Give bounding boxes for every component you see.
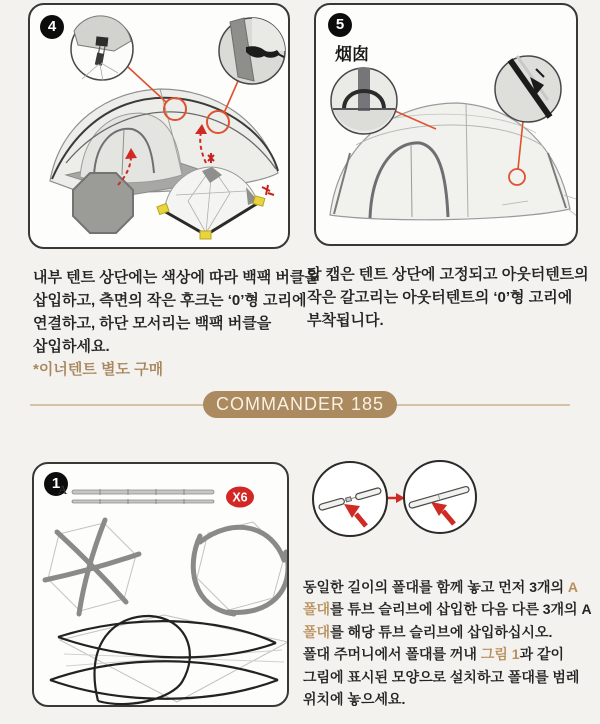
pole-pair-icon — [72, 489, 214, 504]
caption-line: 탑 캡은 텐트 상단에 고정되고 아웃터텐트의 — [307, 266, 589, 283]
pole-a-ref: A — [567, 579, 579, 595]
quantity-badge — [226, 487, 254, 508]
caption-line — [303, 598, 592, 620]
assembly-instructions — [303, 576, 592, 710]
text-segment: 과 같이 — [519, 646, 565, 663]
callout-line-right — [224, 81, 238, 113]
pole-a-label: A — [58, 482, 68, 497]
step-5-panel — [314, 3, 578, 246]
caption-line — [303, 576, 592, 598]
text-segment: 를 해당 튜브 슬리브에 삽입하십시오. — [330, 623, 553, 640]
step-5-caption — [307, 263, 589, 332]
step-4-badge — [40, 15, 64, 39]
caption-line: 삽입하고, 측면의 작은 후크는 ‘0’형 고리에 — [33, 292, 307, 309]
text-segment: 폴대 주머니에서 폴대를 꺼내 — [303, 646, 481, 663]
top-buckle-callout-icon — [71, 16, 133, 81]
svg-text:X6: X6 — [232, 490, 248, 505]
inner-tent-note: *이너텐트 별도 구매 — [33, 361, 164, 378]
pole-joint-before-icon — [313, 462, 387, 536]
hexagon-cross-frame-icon — [45, 520, 139, 614]
pole-ref: 폴대 — [303, 601, 331, 618]
caption-line — [303, 621, 592, 643]
hexagon-curved-frame-icon — [193, 522, 287, 614]
caption-line: 그림에 표시된 모양으로 설치하고 폴대를 범레 — [303, 668, 580, 685]
product-name-badge: COMMANDER 185 — [203, 391, 397, 418]
caption-line: 내부 텐트 상단에는 색상에 따라 백팩 버클을 — [33, 269, 319, 286]
chimney-callout-icon — [331, 68, 397, 134]
pole-joint-after-icon — [404, 461, 476, 533]
text-segment: 동일한 길이의 폴대를 함께 놓고 먼저 3개의 — [303, 579, 568, 595]
caption-line: 연결하고, 하단 모서리는 백팩 버클을 — [33, 315, 272, 332]
caption-line: 위치에 놓으세요. — [303, 691, 406, 708]
step-1-panel — [32, 462, 289, 707]
step-5-badge — [328, 13, 352, 37]
caption-line — [303, 643, 592, 665]
figure-1-ref: 그림 1 — [480, 646, 520, 663]
chimney-label: 烟囱 — [335, 45, 369, 65]
caption-line: 삽입하세요. — [33, 338, 110, 355]
side-hook-callout-icon — [219, 18, 285, 84]
step-4-panel — [28, 3, 290, 249]
step-4-number: 4 — [47, 18, 57, 35]
between-arrow-icon — [388, 493, 405, 503]
octagon-footprint-icon — [73, 173, 133, 233]
step-4-caption — [33, 266, 319, 381]
pole-joint-detail-circles — [300, 452, 500, 552]
pole-assembly-illustration — [34, 464, 287, 705]
step-5-number: 5 — [335, 16, 345, 33]
pole-ref: 폴대 — [303, 623, 331, 640]
assembled-frame-perspective-icon — [50, 615, 287, 704]
tent-buckle-illustration — [30, 5, 288, 247]
step-1-number: 1 — [51, 475, 61, 492]
caption-line: 작은 갈고리는 아웃터텐트의 ‘0’형 고리에 — [307, 289, 573, 306]
hook-strap-callout-icon — [495, 56, 561, 122]
text-segment: 를 튜브 슬리브에 삽입한 다음 다른 3개의 A — [330, 601, 592, 618]
caption-line: 부착됩니다. — [307, 312, 384, 329]
